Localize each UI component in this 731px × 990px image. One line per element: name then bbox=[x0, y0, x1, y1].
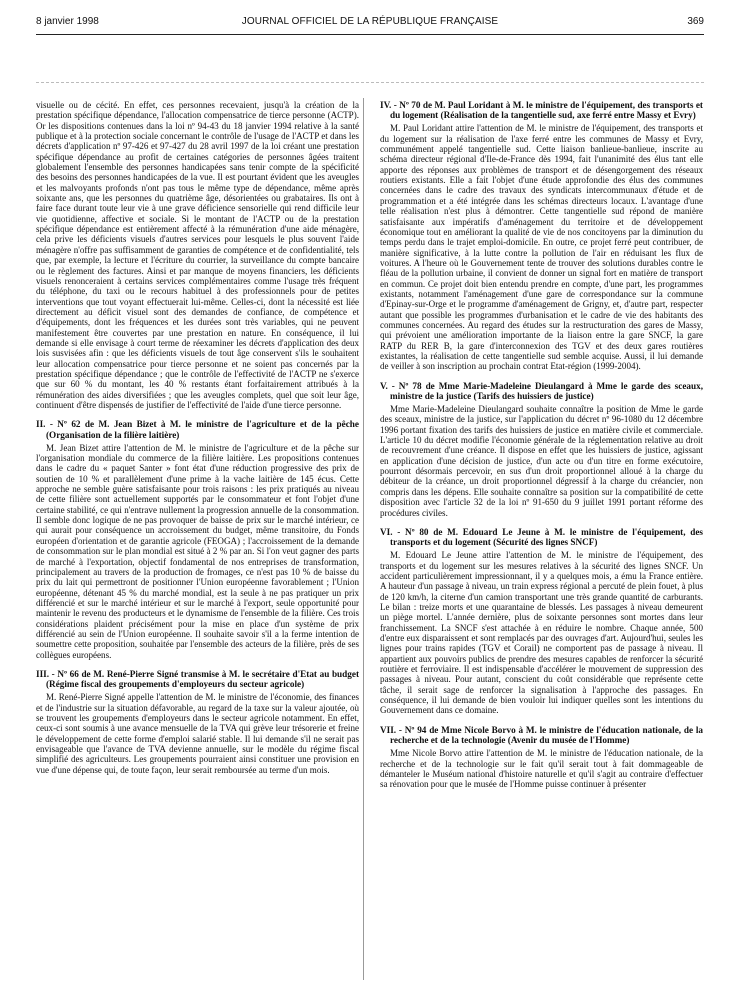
header-journal-title: JOURNAL OFFICIEL DE LA RÉPUBLIQUE FRANÇAISE bbox=[241, 16, 499, 27]
question-66-text: M. René-Pierre Signé appelle l'attention de M. le ministre de l'économie, des finances et de l'industrie sur la situation défavorable, au regard de la taxe sur la valeur ajoutée, où se trouvent les groupements d'employeurs dans le secteur agricole notamment. En effet, ceux-ci sont soumis à une avance mensuelle de la TVA qui grève leur trésorerie et freine le développement de cette forme d'emploi salarié stable. Il lui demande s'il ne serait pas envisageable que l'avance de TVA devienne annuelle, sur le modèle du régime fiscal simplifié des agriculteurs. Les groupements pourraient ainsi constituer une provision en vue d'une dépense qui, de toute façon, leur serait remboursée au terme d'un mois. bbox=[36, 692, 359, 775]
column-divider bbox=[363, 98, 364, 980]
question-62-text: M. Jean Bizet attire l'attention de M. le ministre de l'agriculture et de la pêche sur l'organisation mondiale du commerce de la filière laitière. Les propositions contenues dans le cadre du « paquet Santer » font état d'une réduction progressive des prix de soutien de 10 % et parallèlement d'une prime à la vache laitière de 145 écus. Cette approche ne semble guère satisfaisante pour trois raisons : les prix pratiqués au niveau de cette filière sont actuellement supportés par le consommateur et font l'objet d'une certaine stabilité, ce qui n'entrave nullement la progression annuelle de la consommation. Il semble donc logique de ne pas provoquer de baisse de prix sur le marché intérieur, ce qui aurait pour conséquence un accroissement du budget, même transitoire, du Fonds européen d'orientation et de garantie agricole (FEOGA) ; l'accroissement de la demande de consommation sur le plan mondial est situé à 2 % par an. Si l'on veut gagner des parts de marché à l'exportation, objectif fondamental de nos entreprises de transformation, principalement au travers de la production de fromages, ce n'est pas 10 % de baisse du prix du lait qui permettront de positionner l'Union européenne favorablement ; l'Union européenne, détenant 45 % du marché mondial, est la seule à ne pas pratiquer un prix différencié et sur le marché intérieur et sur le marché à l'export, seule opportunité pour maintenir le revenu des producteurs et le dynamisme de l'ensemble de la filière. Ces trois considérations plaident précisément pour la mise en place d'un système de prix différencié au sein de l'Union européenne. Il souhaite savoir s'il a la ferme intention de soumettre cette proposition, souhaitée par l'ensemble des acteurs de la filière, près de ses collègues européens. bbox=[36, 442, 359, 660]
question-94-text: Mme Nicole Borvo attire l'attention de M. le ministre de l'éducation nationale, de la recherche et de la technologie sur le fait qu'il serait tout à fait dommageable de démanteler le Muséum national d'histoire naturelle et qu'il s'agit au contraire d'effectuer sa rénovation pour que le musée de l'Homme puisse continuer à présenter bbox=[380, 748, 703, 790]
question-62-heading: II. - Nº 62 de M. Jean Bizet à M. le ministre de l'agriculture et de la pêche (Organisation de la filière laitière) bbox=[36, 419, 359, 440]
continuation-paragraph: visuelle ou de cécité. En effet, ces personnes recevaient, jusqu'à la création de la prestation spécifique dépendance, l'allocation compensatrice de tierce personne (ACTP). Or les dispositions contenues dans la loi nº 94-43 du 18 janvier 1994 relative à la santé publique et à la protection sociale concernant le contrôle de l'usage de l'ACTP et dans les décrets d'application nº 97-426 et 97-427 du 28 avril 1997 de la loi créant une prestation spécifique dépendance au profit de certaines catégories de personnes âgées traitent globalement l'ensemble des personnes handicapées sans tenir compte de la spécificité des besoins des personnes handicapées de la vue. Il est pourtant évident que les aveugles et les malvoyants profonds n'ont pas tous le même type de dépendance, même après soixante ans, que les personnes du quatrième âge, désorientées ou grabataires. Ils ont à faire face durant toute leur vie à une grave déficience sensorielle qui rend difficile leur vie quotidienne, affective et sociale. Si le montant de l'ACTP ou de la prestation spécifique dépendance est entièrement affecté à la rémunération d'une aide ménagère, cela prive les déficients visuels d'autres services pour lesquels le plus souvent l'aide ménagère n'offre pas suffisamment de garanties de compétence et de confidentialité, tels que, par exemple, la lecture et l'écriture du courrier, la surveillance du compte bancaire ou le règlement des factures. Ainsi et par manque de moyens financiers, les déficients visuels renonceraient à certains services complémentaires comme l'usage très fréquent du téléphone, du taxi ou le recours habituel à des professionnels pour de petites interventions que tout voyant effectuerait lui-même. Celles-ci, dont la nécessité est liée directement au déficit visuel sont des demandes de confiance, de compétence et d'équipements, dont les fréquences et les durées sont très variables, qui ne peuvent manifestement être couvertes par une prestation en nature. En conséquence, il lui demande si elle envisage à court terme de réexaminer les décrets d'application des deux lois susvisées afin : que les déficients visuels de tout âge conservent s'ils le souhaitent leur allocation compensatrice pour tierce personne et ne soient pas concernés par la prestation spécifique dépendance ; que le contrôle de l'effectivité de l'ACTP ne s'exerce que sur 60 % du montant, les 40 % restants étant forfaitairement attribués à la rémunération des aides diversifiées ; que les aveugles complets, quel que soit leur âge, continuent d'être dispensés de justifier de l'effectivité de l'aide d'une tierce personne. bbox=[36, 100, 359, 410]
question-94-heading: VII. - Nº 94 de Mme Nicole Borvo à M. le ministre de l'éducation nationale, de la recherche et de la technologie (Avenir du musée de l'Homme) bbox=[380, 724, 703, 745]
question-80-heading: VI. - Nº 80 de M. Edouard Le Jeune à M. le ministre de l'équipement, des transports et du logement (Sécurité des lignes SNCF) bbox=[380, 526, 703, 548]
question-66-heading: III. - Nº 66 de M. René-Pierre Signé transmise à M. le secrétaire d'Etat au budget (Régime fiscal des groupements d'employeurs du secteur agricole) bbox=[36, 668, 359, 690]
header-rule bbox=[36, 34, 704, 35]
question-70-heading: IV. - Nº 70 de M. Paul Loridant à M. le ministre de l'équipement, des transports et du logement (Réalisation de la tangentielle sud, axe ferré entre Massy et Evry) bbox=[380, 100, 703, 121]
page-header bbox=[36, 16, 704, 32]
header-date: 8 janvier 1998 bbox=[36, 16, 99, 27]
question-70-text: M. Paul Loridant attire l'attention de M. le ministre de l'équipement, des transports et du logement sur la réalisation de l'axe ferré entre les communes de Massy et Evry, communément appelé tangentielle sud. Cette liaison banlieue-banlieue, inscrite au schéma directeur régional d'Ile-de-France dès 1994, fait l'unanimité des élus tant elle apporte des réponses aux problèmes de transport et de désengorgement des réseaux routiers existants. Elle a fait l'objet d'une étude approfondie des élus des communes concernées dans le cadre des travaux des syndicats intercommunaux d'étude et de programmation et a été intégrée dans les schémas directeurs locaux. L'avantage d'une telle réalisation n'est plus à démontrer. Cette tangentielle sud répond de manière satisfaisante aux impératifs d'aménagement du territoire et de développement économique tout en améliorant la qualité de vie de nos concitoyens par la diminution du temps perdu dans le trajet emploi-domicile. En outre, ce projet ferré peut contribuer, de manière significative, à la lutte contre la pollution de l'air en réduisant les flux de voitures. A l'heure où le Gouvernement tente de trouver des solutions durables contre le fléau de la pollution urbaine, il convient de donner un signal fort en matière de transport en commun. Ce projet doit bien entendu prendre en compte, d'une part, les programmes existants, notamment l'aménagement d'une gare de correspondance sur la commune d'Epinay-sur-Orge et le programme d'aménagement de Grigny, et, d'autre part, respecter autant que possible les programmes d'urbanisation et le cadre de vie des habitants des communes concernées. Au regard des études sur la restructuration des gares de Massy, qui prévoient une amélioration importante de la liaison entre la gare SNCF, la gare RATP du RER B, la gare d'interconnexion des TGV et des deux gares routières existantes, la réalisation de cette tangentielle sud semble acquise. Aussi, il lui demande de veiller à son inscription au prochain contrat Etat-région (1999-2004). bbox=[380, 123, 703, 372]
question-78-heading: V. - Nº 78 de Mme Marie-Madeleine Dieulangard à Mme le garde des sceaux, ministre de la justice (Tarifs des huissiers de justice) bbox=[380, 380, 703, 401]
header-page-number: 369 bbox=[687, 16, 704, 27]
right-column bbox=[380, 100, 703, 980]
question-78-text: Mme Marie-Madeleine Dieulangard souhaite connaître la position de Mme le garde des sceaux, ministre de la justice, sur l'application du décret nº 96-1080 du 12 décembre 1996 portant fixation des tarifs des huissiers de justice en matière civile et commerciale. L'article 10 du décret modifie l'économie générale de la réglementation relative au droit de recouvrement d'une créance. Il dispose en effet que les huissiers de justice, agissant en application d'une décision de justice, d'un acte ou d'un titre en forme exécutoire, pourront désormais percevoir, en sus d'un droit proportionnel alloué à la charge du débiteur de la créance, un droit proportionnel dégressif à la charge du créancier, non compris dans les dépens. Elle souhaite connaître sa position sur la compatibilité de cette disposition avec l'article 32 de la loi nº 91-650 du 9 juillet 1991 portant réforme des procédures civiles. bbox=[380, 404, 703, 518]
left-column bbox=[36, 100, 359, 980]
question-80-text: M. Edouard Le Jeune attire l'attention de M. le ministre de l'équipement, des transports et du logement sur les mesures relatives à la sécurité des lignes SNCF. Un accident particulièrement impressionnant, il y a quelques mois, a ému la France entière. A hauteur d'un passage à niveau, un train express régional a percuté de plein fouet, à plus de 120 km/h, la citerne d'un camion transportant une très grande quantité de carburants. Le bilan : treize morts et une quarantaine de blessés. Les passages à niveau demeurent un piège mortel. L'année dernière, plus de soixante personnes sont mortes dans leur franchissement. La SNCF s'est attachée à en réduire le nombre. Chaque année, 500 d'entre eux disparaissent et sont remplacés par des ouvrages d'art. Aujourd'hui, seules les lignes pour trains rapides (TGV et Corail) ne comportent pas de passage à niveau. Il appartient aux pouvoirs publics de prendre des mesures capables de renforcer la sécurité routière et ferroviaire. Il est indispensable d'accélérer le mouvement de suppression des passages à niveau. Pour autant, conscient du coût considérable que représente cette tâche, il serait sage de renforcer la signalisation à l'approche des passages. En conséquence, il lui demande de bien vouloir lui indiquer quelles sont les intentions du Gouvernement dans ce domaine. bbox=[380, 550, 703, 716]
scan-artifact-rule bbox=[36, 82, 704, 83]
